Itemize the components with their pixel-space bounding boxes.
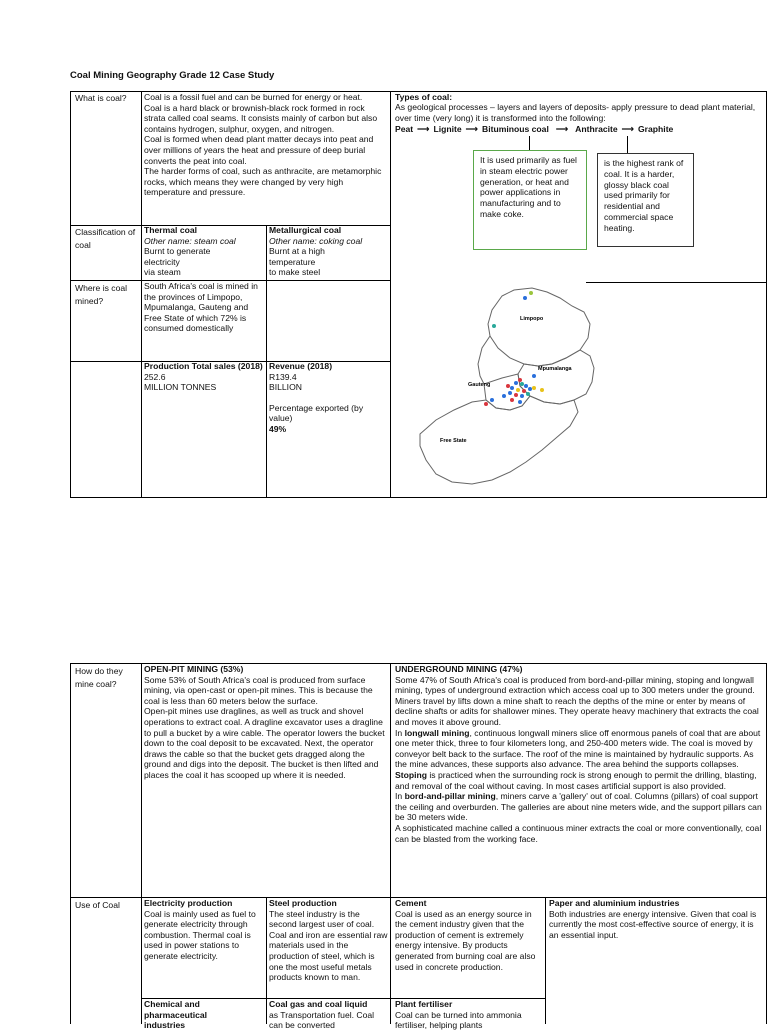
use-paper-title: Paper and aluminium industries <box>549 898 680 908</box>
page-title: Coal Mining Geography Grade 12 Case Study <box>70 70 275 81</box>
map-marker <box>526 392 530 396</box>
map-marker <box>520 394 524 398</box>
map-marker <box>514 381 518 385</box>
map-label-gauteng: Gauteng <box>468 382 491 388</box>
use-electricity <box>144 898 264 998</box>
underground-p1: Some 47% of South Africa's coal is produced from bord-and-pillar mining, stoping and longwall mining, types of underground extraction which access coal up to 300 meters under the ground. <box>395 674 755 696</box>
use-fertiliser-title: Plant fertiliser <box>395 999 453 1009</box>
row-label-what-is-coal: What is coal? <box>75 93 127 103</box>
thermal-line: electricity <box>144 256 180 267</box>
use-cement-text: Coal is used as an energy source in the cement industry given that the production of cement is extremely energy intensive. By products generated from burning coal are also used in concrete production. <box>395 908 536 972</box>
map-marker <box>516 388 520 392</box>
map-marker <box>492 324 496 328</box>
underground-title: UNDERGROUND MINING (47%) <box>395 664 523 674</box>
use-steel-title: Steel production <box>269 898 337 908</box>
thermal-title: Thermal coal <box>144 225 198 235</box>
underground-p5: In bord-and-pillar mining, miners carve a 'gallery' out of coal. Columns (pillars) of coal support the ceiling and overburden. The galleries are about nine meters wide, and the support pillars can be 30 meters wide. <box>395 791 762 823</box>
map-marker <box>510 386 514 390</box>
seq-peat: Peat <box>395 124 414 134</box>
what-is-coal-p4: The harder forms of coal, such as anthracite, are metamorphic rocks, which means they were changed by very high temperature and pressure. <box>144 166 382 198</box>
arrow-right-icon: ⟶ <box>417 124 430 134</box>
what-is-coal-p3: Coal is formed when dead plant matter decays into peat and over millions of years the heat and pressure of deep burial converts the peat into coal. <box>144 134 374 166</box>
map-label-limpopo: Limpopo <box>520 316 544 322</box>
use-chemical-title: Chemical and pharmaceutical <box>144 999 208 1020</box>
map-marker <box>528 387 532 391</box>
row-label-use: Use of Coal <box>75 900 120 910</box>
thermal-coal <box>144 225 264 278</box>
underground-p4: Stoping is practiced when the surrounding rock is strong enough to permit the drilling, blasting, and removal of the coal without caving. In most cases artificial support is also provided. <box>395 769 757 791</box>
metallurgical-line: temperature <box>269 256 316 267</box>
where-text: South Africa's coal is mined in the provinces of Limpopo, Mpumalanga, Gauteng and Free State of which 72% is consumed domestically <box>144 281 258 334</box>
revenue <box>269 361 369 435</box>
anthracite-note: is the highest rank of coal. It is a harder, glossy black coal used primarily for residential and commercial space heating. <box>597 153 694 247</box>
use-gas-title: Coal gas and coal liquid <box>269 999 368 1009</box>
use-gas-text: as Transportation fuel. Coal can be converted <box>269 1009 375 1031</box>
use-cement-title: Cement <box>395 898 427 908</box>
what-is-coal-text <box>144 92 386 225</box>
map-marker <box>529 291 533 295</box>
use-steel <box>269 898 389 998</box>
map-marker <box>518 378 522 382</box>
production-unit: MILLION TONNES <box>144 382 217 393</box>
seq-anthracite: Anthracite <box>575 124 618 134</box>
bituminous-note: It is used primarily as fuel in steam electric power generation, or heat and power applications in manufacturing and to make coke. <box>473 150 587 250</box>
metallurgical-line: Burnt at a high <box>269 246 325 257</box>
use-cement <box>395 898 541 998</box>
thermal-other: Other name: steam coal <box>144 235 236 246</box>
arrow-right-icon: ⟶ <box>465 124 478 134</box>
open-pit-text2: Open-pit mines use draglines, as well as truck and shovel operations to extract coal. A dragline excavator uses a dragline to pull a bucket by a wire cable. The operator lowers the bucket down to the coal deposit to be excavated. Next, the operator draws the cable so that the bucket gets dragged along the ground and digs into the deposit. The bucket is then lifted and places the coal it has scooped up where it is needed. <box>144 706 385 780</box>
thermal-line: via steam <box>144 267 181 278</box>
metallurgical-coal <box>269 225 389 278</box>
use-electricity-text: Coal is mainly used as fuel to generate electricity through combustion. Thermal coal is used in power stations to generate electricity. <box>144 908 256 961</box>
map-marker <box>522 389 526 393</box>
row-label-where: Where is coal mined? <box>75 283 128 306</box>
revenue-value: R139.4 <box>269 371 297 382</box>
production <box>144 361 264 393</box>
use-electricity-title: Electricity production <box>144 898 233 908</box>
underground-p3: In longwall mining, continuous longwall miners slice off enormous panels of coal that are about one meter thick, three to four kilometers long, and 250-400 meters wide. The coal is moved by conveyor belt back to the surface. The roof of the mine is maintained by hydraulic supports. As the mine advances, these supports also advance. The area behind the supports collapses. <box>395 727 761 770</box>
map-marker <box>514 393 518 397</box>
underground-mining <box>395 664 763 844</box>
use-paper <box>549 898 763 998</box>
map-marker <box>532 374 536 378</box>
row-label-how: How do they mine coal? <box>75 666 123 689</box>
use-fertiliser-text: Coal can be turned into ammonia fertiliser, helping plants <box>395 1009 522 1031</box>
map-marker <box>524 384 528 388</box>
map-marker <box>520 382 524 386</box>
province-outline <box>488 288 590 366</box>
revenue-unit: BILLION <box>269 382 302 393</box>
map-marker <box>484 402 488 406</box>
revenue-pct: 49% <box>269 423 287 434</box>
coal-sequence <box>395 124 673 135</box>
production-title: Production Total sales (2018) <box>144 361 263 371</box>
map-marker <box>502 394 506 398</box>
revenue-pct-label: Percentage exported (by value) <box>269 402 364 424</box>
arrow-right-icon: ⟶ <box>555 124 569 134</box>
use-fertiliser <box>395 999 541 1031</box>
use-paper-text: Both industries are energy intensive. Given that coal is currently the most cost-effective source of energy, it is an essential input. <box>549 908 757 940</box>
types-heading: Types of coal: <box>395 92 453 102</box>
use-chemical-text: industries <box>144 1020 186 1031</box>
underground-p6: A sophisticated machine called a continuous miner extracts the coal or more conventionally, coal can be blasted from the working face. <box>395 822 762 844</box>
thermal-line: Burnt to generate <box>144 246 211 257</box>
production-value: 252.6 <box>144 371 166 382</box>
revenue-title: Revenue (2018) <box>269 361 333 371</box>
types-intro: As geological processes – layers and layers of deposits- apply pressure to dead plant material, over time (very long) it is transformed into the following: <box>395 102 756 123</box>
metallurgical-line: to make steel <box>269 267 321 278</box>
what-is-coal-p2: Coal is a hard black or brownish-black rock formed in rock strata called coal seams. It consists mainly of carbon but also contains hydrogen, sulphur, oxygen, and nitrogen. <box>144 102 378 134</box>
open-pit-text: Some 53% of South Africa's coal is produced from surface mining, via open-cast or open-pit mines. This is because the coal is less than 60 meters below the surface. <box>144 674 373 706</box>
arrow-right-icon: ⟶ <box>621 124 634 134</box>
metallurgical-other: Other name: coking coal <box>269 235 363 246</box>
map-marker <box>532 386 536 390</box>
use-chemical <box>144 999 264 1031</box>
map-marker <box>490 398 494 402</box>
what-is-coal-p1: Coal is a fossil fuel and can be burned for energy or heat. <box>144 92 363 102</box>
map-marker <box>540 388 544 392</box>
map-marker <box>518 400 522 404</box>
metallurgical-title: Metallurgical coal <box>269 225 342 235</box>
seq-graphite: Graphite <box>638 124 674 134</box>
use-gas <box>269 999 389 1031</box>
map-marker <box>523 296 527 300</box>
underground-p2: Miners travel by lifts down a mine shaft to reach the depths of the mine or enter by means of decline shafts or adits for shallower mines. They operate heavy machinery that extracts the coal and moves it above ground. <box>395 695 759 727</box>
map-marker <box>510 398 514 402</box>
seq-lignite: Lignite <box>433 124 462 134</box>
open-pit-mining <box>144 664 386 781</box>
seq-bituminous: Bituminous coal <box>481 124 549 134</box>
row-label-classification: Classification of coal <box>75 227 136 250</box>
map-label-mpumalanga: Mpumalanga <box>538 366 572 372</box>
province-outline <box>478 336 490 384</box>
map-marker <box>506 384 510 388</box>
use-steel-text: The steel industry is the second largest user of coal. Coal and iron are essential raw materials used in the production of steel, which is one the most useful metals products known to man. <box>269 908 388 983</box>
map-label-free-state: Free State <box>440 438 467 444</box>
open-pit-title: OPEN-PIT MINING (53%) <box>144 664 244 674</box>
coal-map <box>392 284 764 496</box>
map-marker <box>508 391 512 395</box>
